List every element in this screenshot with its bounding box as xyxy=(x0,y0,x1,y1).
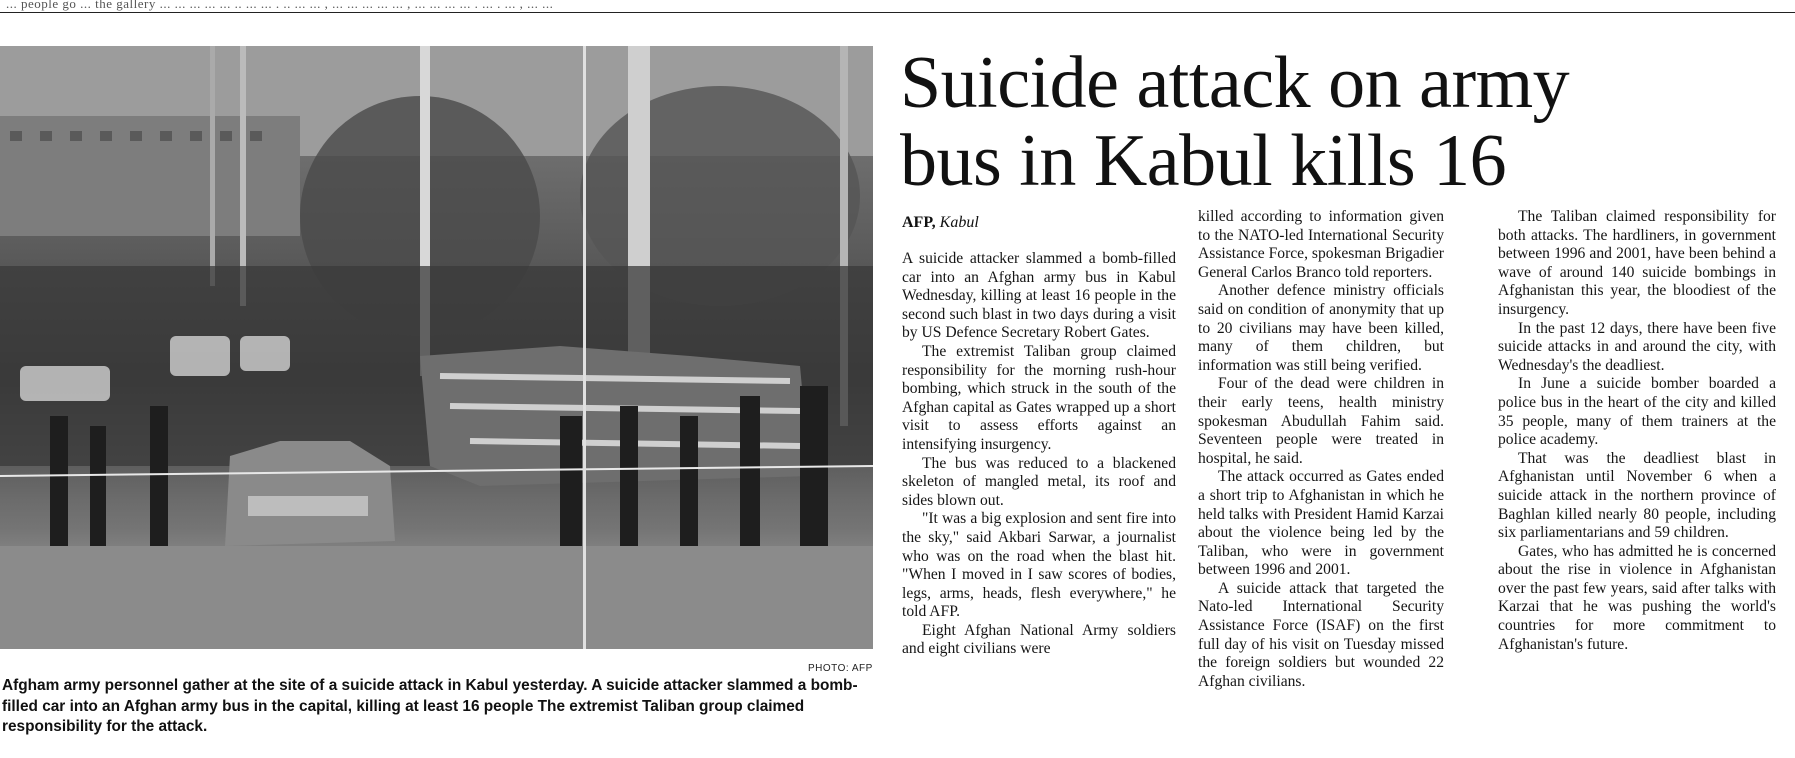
paragraph: In the past 12 days, there have been five suicide attacks in and around the city, with Wednesday's the deadliest. xyxy=(1498,319,1776,374)
paragraph: A suicide attack that targeted the Nato-led International Security Assistance Force (ISAF) on the first full day of his visit on Tuesday missed the foreign soldiers but wounded 22 Afghan civilians. xyxy=(1198,579,1444,690)
headline xyxy=(900,44,1790,200)
paragraph: A suicide attacker slammed a bomb-filled car into an Afghan army bus in Kabul Wednesday, killing at least 16 people in the second such blast in two days during a visit by US Defence Secretary Robert Gates. xyxy=(902,250,1176,342)
byline-agency: AFP, xyxy=(902,214,936,231)
photo-credit: PHOTO: AFP xyxy=(808,663,873,674)
paragraph: The attack occurred as Gates ended a short trip to Afghanistan in which he held talks with President Hamid Karzai about the violence being led by the Taliban, who were in government between 1996 and 2001. xyxy=(1198,468,1444,579)
article-column-3 xyxy=(1498,208,1776,654)
article-column-1 xyxy=(902,250,1176,659)
paragraph: Eight Afghan National Army soldiers and eight civilians were xyxy=(902,621,1176,658)
news-photo xyxy=(0,46,873,649)
headline-line-1: Suicide attack on army xyxy=(900,42,1570,124)
headline-line-2: bus in Kabul kills 16 xyxy=(900,120,1507,202)
byline xyxy=(902,214,979,232)
article-column-2 xyxy=(1198,208,1444,691)
paragraph: Four of the dead were children in their early teens, health ministry spokesman Abudullah Fahim said. Seventeen people were treated in hospital, he said. xyxy=(1198,375,1444,467)
paragraph: Another defence ministry officials said on condition of anonymity that up to 20 civilians may have been killed, many of them children, but information was still being verified. xyxy=(1198,282,1444,374)
paragraph: The Taliban claimed responsibility for both attacks. The hardliners, in government between 1996 and 2001, have been behind a wave of around 140 suicide bombings in Afghanistan this year, the bloodiest of the insurgency. xyxy=(1498,208,1776,318)
news-photo-illustration xyxy=(0,46,873,649)
previous-article-fragment: ... people go ... the gallery ... ... ... ... ... .. ... ... . .. ... ... , ... ... ... ... ... , ... ... ... ... . ... . ... , ... ... xyxy=(6,0,554,11)
byline-location: Kabul xyxy=(939,214,979,231)
paragraph: The extremist Taliban group claimed responsibility for the morning rush-hour bombing, which struck in the south of the Afghan capital as Gates wrapped up a short visit to assess efforts against an intensifying insurgency. xyxy=(902,342,1176,453)
paragraph: Gates, who has admitted he is concerned about the rise in violence in Afghanistan over the past few years, said after talks with Karzai that he was pushing the world's countries for more commitment to Afghanistan's future. xyxy=(1498,542,1776,653)
paragraph: killed according to information given to the NATO-led International Security Assistance Force, spokesman Brigadier General Carlos Branco told reporters. xyxy=(1198,208,1444,281)
paragraph: "It was a big explosion and sent fire into the sky," said Akbari Sarwar, a journalist who was on the road when the blast hit. "When I moved in I saw scores of bodies, legs, arms, heads, flesh everywhere," he told AFP. xyxy=(902,510,1176,621)
paragraph: That was the deadliest blast in Afghanistan until November 6 when a suicide attack in the northern province of Baghlan killed nearly 80 people, including six parliamentarians and 59 children. xyxy=(1498,449,1776,542)
photo-caption: Afgham army personnel gather at the site of a suicide attack in Kabul yesterday. A suicide attacker slammed a bomb-filled car into an Afghan army bus in the capital, killing at least 16 people The extremist Taliban group claimed responsibility for the attack. xyxy=(2,677,858,735)
paragraph: The bus was reduced to a blackened skeleton of mangled metal, its roof and sides blown out. xyxy=(902,454,1176,509)
paragraph: In June a suicide bomber boarded a police bus in the heart of the city and killed 35 people, many of them trainers at the police academy. xyxy=(1498,375,1776,449)
top-rule xyxy=(0,0,1795,13)
